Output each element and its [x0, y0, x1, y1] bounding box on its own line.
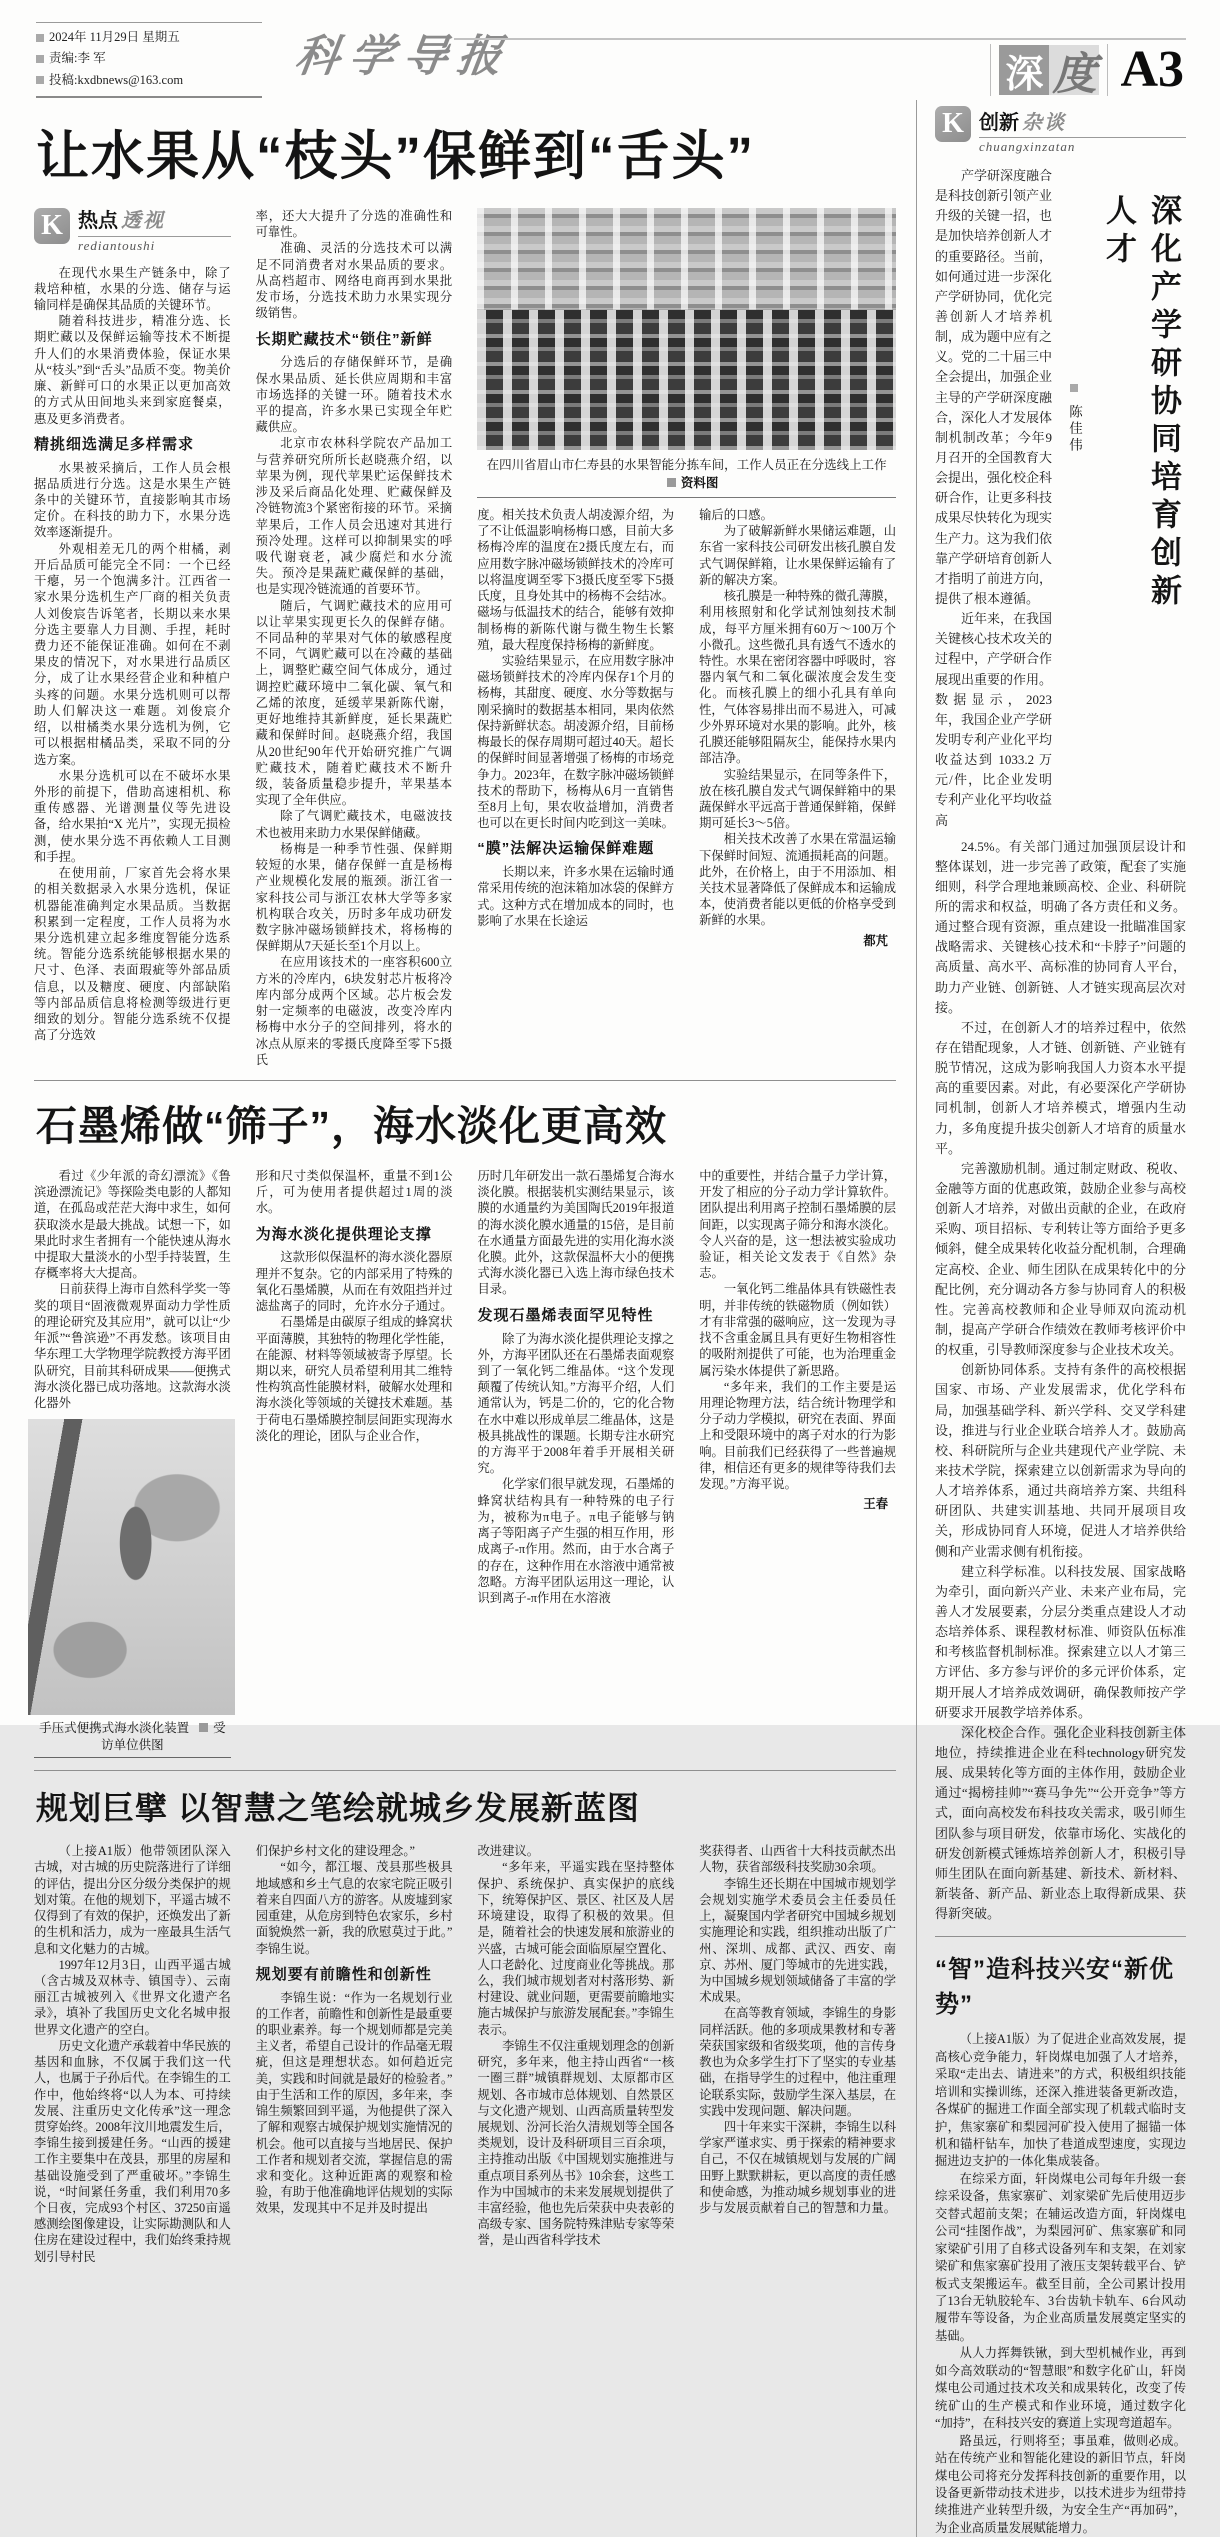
paragraph: 杨梅是一种季节性强、保鲜期较短的水果，储存保鲜一直是杨梅产业规模化发展的瓶颈。浙江省一家科技公司与浙江农林大学等多家机构联合攻关，历时多年成功研发数字脉冲磁场锁鲜技术，将杨梅的保鲜期从7天延长至1个月以上。	[255, 841, 453, 954]
caption-text: 在四川省眉山市仁寿县的水果智能分拣车间，工作人员正在分选线上工作	[486, 458, 887, 472]
page-content	[34, 100, 1186, 2537]
paragraph: 实验结果显示，在应用数字脉冲磁场锁鲜技术的冷库内保存1个月的杨梅，其甜度、硬度、水分等数据与刚采摘时的数据基本相同，果肉依然保持新鲜状态。胡凌源介绍，目前杨梅最长的保存周期可超过40天。超长的保鲜时间显著增强了杨梅的市场竞争力。2023年，在数字脉冲磁场锁鲜技术的帮助下，杨梅从6月一直销售至8月上旬，果农收益增加，消费者也可以在更长时间内吃到这一美味。	[477, 653, 675, 831]
text-column	[34, 1168, 231, 1758]
article-body	[34, 208, 896, 1068]
author-byline: 王春	[863, 1497, 888, 1512]
article-divider	[34, 1770, 896, 1771]
article-planning-master	[34, 1783, 896, 2265]
paragraph: 外观相差无几的两个柑橘，剥开后品质可能完全不同：一个已经干瘪，另一个饱满多汁。江西省一家水果分选机生产厂商的相关负责人刘俊宸告诉笔者，长期以来水果分选主要靠人力目测、手捏，耗时费力还不能保证准确。如何在不剥果皮的情况下，对水果进行品质区分，成了让水果经营企业和种植户头疼的问题。水果分选机则可以帮助人们解决这一难题。刘俊宸介绍，以柑橘类水果分选机为例，它可以根据柑橘品类，采取不同的分选方案。	[34, 541, 231, 767]
paragraph: 从人力挥舞铁锹，到大型机械作业，再到如今高效联动的“智慧眼”和数字化矿山，轩岗煤电公司通过技术攻关和成果转化，改变了传统矿山的生产模式和作业环境，通过数字化“加持”，在科技兴安的赛道上实现弯道超车。	[935, 2346, 1186, 2431]
caption-text: 手压式便携式海水淡化装置	[39, 1721, 190, 1736]
badge-pinyin: chuangxinzatan	[979, 139, 1076, 154]
divider-tick	[990, 44, 991, 96]
section-subhead: 规划要有前瞻性和创新性	[255, 1965, 432, 1983]
paragraph: 改进建议。	[477, 1844, 539, 1859]
photo-caption	[34, 1715, 231, 1758]
section-subhead: 发现石墨烯表面罕见特性	[477, 1306, 654, 1324]
paragraph: 四十年来实干深耕，李锦生以科学家严谨求实、勇于探索的精神要求自己，不仅在城镇规划与发展的广阔田野上默默耕耘，更以高度的责任感和使命感，为推动城乡规划事业的进步与发展贡献着自己的智慧和力量。	[699, 2119, 897, 2216]
photo-and-columns	[477, 208, 896, 1068]
paragraph: 历史文化遗产承载着中华民族的基因和血脉，不仅属于我们这一代人，也属于子孙后代。在李锦生的工作中，他始终将“以人为本、可持续发展、注重历史文化传承”这一理念贯穿始终。2008年汶川地震发生后，李锦生接到援建任务。“山西的援建工作主要集中在茂县，那里的房屋和基础设施受到了严重破坏。”李锦生说，“时间紧任务重，我们利用70多个日夜，完成93个村区、37250亩遥感测绘图像建设，让实际勘测队和人住房在建设过程中，我们始终秉持规划引导村民	[34, 2038, 231, 2264]
paragraph: 在使用前，厂家首先会将水果的相关数据录入水果分选机，保证机器能准确判定水果品质。当数据积累到一定程度，工作人员将为水果分选机建立起多维度智能分选系统。智能分选系统能够根据水果的尺寸、色泽、表面瑕疵等外部品质信息，以及糖度、硬度、内部缺陷等内部品质信息将检测等级进行更细致的划分。智能分选系统不仅提高了分选效	[34, 866, 231, 1043]
article-smart-coal-safety	[935, 1949, 1186, 2537]
bullet-square-icon	[36, 55, 44, 63]
paragraph: 建立科学标准。以科技发展、国家战略为牵引，面向新兴产业、未来产业布局，完善人才发展要素，分层分类重点建设人才动态培养体系、课程教材标准、师资队伍标准和考核监督机制标准。探索建立以人才第三方评估、多方参与评价的多元评价体系，定期开展人才培养成效调研，确保教师按产学研要求开展教学培养体系。	[935, 1563, 1186, 1720]
article-headline: 让水果从“枝头”保鲜到“舌头”	[36, 127, 755, 186]
article-fruit-preservation	[34, 114, 896, 1068]
article-headline: 规划巨擘 以智慧之笔绘就城乡发展新蓝图	[36, 1790, 640, 1827]
paragraph: 们保护乡村文化的建设理念。”	[255, 1844, 415, 1859]
right-region	[916, 100, 1186, 2537]
byline-square-icon	[1070, 384, 1078, 392]
paragraph: 形和尺寸类似保温杯，重量不到1公斤，可为使用者提供超过1周的淡水。	[255, 1168, 453, 1216]
submission-row	[36, 70, 262, 91]
paragraph: 深化校企合作。强化企业科技创新主体地位，持续推进企业在科technology研究发展、成果转化等方面的主体作用，鼓励企业通过“揭榜挂帅”“赛马争先”“公开竞争”等方式，面向高校发布科技攻关需求，吸引师生团队参与项目研发，依靠市场化、实战化的研发创新模式锤炼培养创新人才，积极引导师生团队在面向新基建、新技术、新材料、新装备、新产品、新业态上取得新成果、获得新突破。	[935, 1724, 1186, 1922]
article-body	[935, 2031, 1186, 2537]
paragraph: 随着科技进步，精准分选、长期贮藏以及保鲜运输等技术不断提升人们的水果消费体验，保证水果从“枝头”到“舌头”品质不变。物美价廉、新鲜可口的水果正以更加高效的方式从田间地头来到家庭餐桌，惠及更多消费者。	[34, 314, 231, 426]
article-headline: 石墨烯做“筛子”，海水淡化更高效	[36, 1102, 667, 1149]
section-subhead: 长期贮藏技术“锁住”新鲜	[255, 330, 433, 348]
paragraph: “如今，都江堰、茂县那些极具地域感和乡土气息的农家宅院正吸引着来自四面八方的游客。从废墟到家园重建，从危房到特色农家乐，乡村面貌焕然一新，我的欣慰莫过于此。”李锦生说。	[255, 1860, 453, 1956]
text-column	[256, 1843, 453, 2265]
lower-columns	[477, 507, 896, 949]
paragraph: 准确、灵活的分选技术可以满足不同消费者对水果品质的要求。从高档超市、网络电商再到水果批发市场，分选技术助力水果实现分级销售。	[255, 241, 453, 321]
k-logo-icon: K	[935, 106, 971, 142]
badge-pinyin: rediantoushi	[78, 238, 156, 254]
paragraph: 近年来，在我国关键核心技术攻关的过程中，产学研合作展现出重要的作用。数据显示，2023 年，我国企业产学研发明专利产业化平均收益达到 1033.2 万元/件，比企业发明专利产业化平均收益高	[935, 611, 1053, 828]
divider-tick	[1107, 44, 1108, 96]
paragraph: 日前获得上海市自然科学奖一等奖的项目“固液微观界面动力学性质的理论研究及其应用”，就可以让“少年派”“鲁滨逊”不再发愁。该项目由华东理工大学物理学院教授方海平团队研究，目前其科研成果——便携式海水淡化器已成功落地。这款海水淡化器外	[34, 1282, 231, 1411]
issue-date: 2024年 11月29日 星期五	[49, 30, 180, 44]
author-name: 陈佳伟	[1067, 404, 1082, 454]
paragraph: （上接A1版）他带领团队深入古城，对古城的历史院落进行了详细的评估，提出分区分级分类保护的规划对策。在他的规划下，平遥古城不仅得到了有效的保护，还焕发出了新的生机和活力，成为一座最具生活气息和文化魅力的古城。	[34, 1844, 231, 1956]
badge-labels	[78, 208, 231, 255]
article-headline: “智”造科技兴安“新优势”	[935, 1956, 1174, 2019]
badge-title-script: 杂谈	[1022, 112, 1066, 134]
photo-desalination-device	[28, 1419, 235, 1715]
k-logo-icon: K	[34, 208, 70, 244]
paragraph: 24.5%。有关部门通过加强顶层设计和整体谋划，进一步完善了政策，配套了实施细则，科学合理地兼顾高校、企业、科研院所的需求和权益，明确了各方责任和义务。通过整合现有资源，重点建设一批瞄准国家战略需求、关键核心技术和“卡脖子”问题的高质量、高水平、高标准的协同育人平台，助力产业链、创新链、人才链实现高层次对接。	[935, 838, 1186, 1015]
text-column	[477, 507, 674, 949]
article-innovation-commentary	[935, 100, 1186, 1924]
paragraph: 分选后的存储保鲜环节，是确保水果品质、延长供应周期和丰富市场选择的关键一环。随着技术水平的提高，许多水果已实现全年贮藏供应。	[255, 355, 453, 435]
commentary-rest	[935, 837, 1186, 1925]
section-subhead: “膜”法解决运输保鲜难题	[477, 840, 655, 858]
section-subhead: 为海水淡化提供理论支撑	[255, 1225, 432, 1243]
column-badge-redian	[34, 208, 231, 255]
paragraph: 实验结果显示，在同等条件下，放在核孔膜自发式气调保鲜箱中的果蔬保鲜水平远高于普通保鲜箱，保鲜期可延长3～5倍。	[699, 767, 896, 831]
page-header	[34, 14, 1186, 100]
author-byline	[1064, 166, 1084, 831]
paragraph: 李锦生还长期在中国城市规划学会规划实施学术委员会主任委员任上，凝聚国内学者研究中国城乡规划实施理论和实践，组织推动出版了广州、深圳、成都、武汉、西安、南京、苏州、厦门等城市的先进实践，为中国城乡规划领域储备了丰富的学术成果。	[699, 1876, 897, 2005]
paragraph: 在高等教育领域，李锦生的身影同样活跃。他的多项成果教材和专著荣获国家级和省级奖项，他的言传身教也为众多学生打下了坚实的专业基础，在指导学生的过程中，他注重理论联系实际，鼓励学生深入基层，在实践中发现问题、解决问题。	[699, 2006, 897, 2118]
paragraph: 水果分选机可以在不破坏水果外形的前提下，借助高速相机、称重传感器、光谱测量仪等先进设备，给水果拍“X 光片”，实现无损检测，使水果分选不再依赖人工目测和手捏。	[34, 768, 231, 864]
vertical-headline: 深化产学研协同培育创新人才	[1101, 194, 1181, 612]
paragraph: 不过，在创新人才的培养过程中，依然存在错配现象，人才链、创新链、产业链有脱节情况，这成为影响我国人力资本水平提高的重要因素。对此，有必要深化产学研协同机制，创新人才培养模式，增强内生动力，多角度提升拔尖创新人才培育的质量水平。	[935, 1019, 1186, 1156]
paragraph: 核孔膜是一种特殊的微孔薄膜，利用核照射和化学试剂蚀刻技术制成，每平方厘米拥有60万～100万个小微孔。这些微孔具有透气不透水的特性。水果在密闭容器中呼吸时，容器内氧气和二氧化碳浓度会发生变化。而核孔膜上的细小孔具有单向性，气体容易排出而不易进入，可减少外界环境对水果的影响。此外，核孔膜还能够阻隔灰尘，能保持水果内部洁净。	[699, 589, 896, 766]
column-badge-chuangxin	[935, 106, 1186, 156]
bullet-square-icon	[36, 34, 44, 42]
paragraph: 化学家们很早就发现，石墨烯的蜂窝状结构具有一种特殊的电子行为，被称为π电子。π电子能够与钠离子等阳离子产生强的相互作用，形成离子-π作用。然而，由于水合离子的存在，这种作用在水溶液中通常被忽略。方海平团队运用这一理论，认识到离子-π作用在水溶液	[477, 1477, 675, 1605]
badge-title	[979, 106, 1186, 138]
text-column	[478, 1168, 675, 1758]
paragraph: 水果被采摘后，工作人员会根据品质进行分选。这是水果生产链条中的关键环节，直接影响其市场定价。在科技的助力下，水果分选效率逐渐提升。	[34, 460, 231, 540]
bullet-square-icon	[36, 76, 44, 84]
submission-email: 投稿:kxdbnews@163.com	[49, 72, 184, 87]
paragraph: 为了破解新鲜水果储运难题，山东省一家科技公司研发出核孔膜自发式气调保鲜箱，让水果保鲜运输有了新的解决方案。	[699, 524, 896, 587]
masthead-logo: 科学导报	[291, 32, 515, 81]
paragraph: 1997年12月3日，山西平遥古城（含古城及双林寺、镇国寺）、云南丽江古城被列入《世界文化遗产名录》，填补了我国历史文化名城申报世界文化遗产的空白。	[34, 1957, 231, 2037]
article-graphene-desalination	[34, 1093, 896, 1758]
paragraph: 中的重要性，并结合量子力学计算，开发了相应的分子动力学计算软件。团队提出利用离子控制石墨烯膜的层间距，以实现离子筛分和海水淡化。令人兴奋的是，这一想法被实验成功验证，相关论文发表于《自然》杂志。	[699, 1168, 897, 1281]
paragraph: 在综采方面，轩岗煤电公司每年升级一套综采设备，焦家寨矿、刘家梁矿先后使用迈步交替式超前支架；在辅运改造方面，轩岗煤电公司“挂图作战”，为梨园河矿、焦家寨矿和同家梁矿引用了自移式设备列车和支架，在刘家梁矿和焦家寨矿投用了液压支架转载平台、铲板式支架搬运车。截至目前，全公司累计投用了13台无轨胶轮车、3台齿轨卡轨车、6台风动履带车等设备，为企业高质量发展奠定坚实的基础。	[935, 2171, 1186, 2343]
paragraph: 历时几年研发出一款石墨烯复合海水淡化膜。根据装机实测结果显示，该膜的水通量约为美国陶氏2019年报道的海水淡化膜水通量的15倍，是目前在水通量方面最先进的实用化海水淡化膜。此外，这款保温杯大小的便携式海水淡化器已入选上海市绿色技术目录。	[477, 1168, 675, 1297]
paragraph: 在现代水果生产链条中，除了栽培种植，水果的分选、储存与运输同样是确保其品质的关键环节。	[34, 265, 231, 313]
editor-name: 责编:李 军	[49, 51, 106, 66]
photo-credit: 受访单位供图	[101, 1721, 226, 1752]
paragraph: 输后的口感。	[699, 508, 773, 522]
column-text	[34, 1168, 231, 1411]
paragraph: 创新协同体系。支持有条件的高校根据国家、市场、产业发展需求，优化学科布局，加强基础学科、新兴学科、交叉学科建设，推进与行业企业联合培养人才。鼓励高校、科研院所与企业共建现代产业学院、未来技术学院，探索建立以创新需求为导向的人才培养体系，通过共商培养方案、共组科研团队、共建实训基地、共同开展项目攻关，形成协同育人环境，促进人才培养供给侧和产业需求侧有机衔接。	[935, 1362, 1186, 1559]
article-divider	[935, 1936, 1186, 1937]
page-number: A3	[1120, 41, 1184, 98]
article-body	[34, 1843, 896, 2265]
badge-title-script: 透视	[121, 210, 165, 232]
paragraph: 产学研深度融合是科技创新引领产业升级的关键一招，也是加快培养创新人才的重要路径。当前，如何通过进一步深化产学研协同，优化完善创新人才培养机制，成为题中应有之义。党的二十届三中全会提出，加强企业主导的产学研深度融合，深化人才发展体制机制改革；今年9月召开的全国教育大会提出，强化校企科研合作，让更多科技成果尽快转化为现实生产力。这为我们依靠产学研培育创新人才指明了前进方向，提供了根本遵循。	[935, 168, 1053, 606]
text-column	[256, 208, 453, 1068]
article-divider	[34, 1080, 896, 1081]
badge-labels	[979, 106, 1186, 156]
paragraph: 这款形似保温杯的海水淡化器原理并不复杂。它的内部采用了特殊的氧化石墨烯膜，从而在有效阻挡并过滤盐离子的同时，允许水分子通过。	[255, 1250, 453, 1314]
paragraph: 随后，气调贮藏技术的应用可以让苹果实现更长久的保鲜存储。不同品种的苹果对气体的敏感程度不同，气调贮藏可以在冷藏的基础上，调整贮藏空间气体成分，通过调控贮藏环境中二氧化碳、氧气和乙烯的浓度，延缓苹果新陈代谢，更好地维持其新鲜度，延长果蔬贮藏和保鲜时间。赵晓燕介绍，我国从20世纪90年代开始研究推广气调贮藏技术，随着贮藏技术不断升级，装备质量稳步提升，苹果基本实现了全年供应。	[255, 598, 453, 808]
text-column	[478, 1843, 675, 2265]
text-column	[34, 1843, 231, 2265]
section-char-box: 深	[999, 45, 1049, 95]
column-text	[34, 265, 231, 1044]
text-column	[935, 166, 1052, 831]
credit-square-icon	[667, 478, 676, 487]
badge-title-bold: 创新	[979, 112, 1019, 134]
photo-caption	[477, 450, 896, 498]
left-region	[34, 100, 916, 2537]
paragraph: 在应用该技术的一座容积600立方米的冷库内，6块发射芯片板将冷库内部分成两个区域。芯片板会发射一定频率的电磁波，改变冷库内杨梅中水分子的空间排列，将水的冰点从原来的零摄氏度降至零下5摄氏	[255, 955, 453, 1067]
paragraph: 一氧化钙二维晶体具有铁磁性表明，并非传统的铁磁物质（例如铁）才有非常强的磁响应，这一发现为寻找不含重金属且具有更好生物相容性的吸附剂提供了可能，也为治理重金属污染水体提供了新思路。	[699, 1282, 897, 1378]
paragraph: 李锦生不仅注重规划理念的创新研究，多年来，他主持山西省“一核一圈三群”城镇群规划、太原都市区规划、各市城市总体规划、自然景区与文化遗产规划、山西高质量转型发展规划、汾河长治久清规划等全国各类规划，设计及科研项目三百余项，主持推动出版《中国规划实施推进与重点项目系列丛书》10余套，这些工作为中国城市的未来发展规划提供了丰富经验，他也先后荣获中央表彰的高级专家、国务院特殊津贴专家等荣誉，是山西省科学技术	[477, 2038, 675, 2248]
photo-credit: 资料图	[680, 476, 719, 490]
badge-title	[78, 208, 231, 237]
text-column	[34, 208, 231, 1068]
paragraph: 石墨烯是由碳原子组成的蜂窝状平面薄膜，其独特的物理化学性能，在能源、材料等领域被寄予厚望。长期以来，研究人员希望利用其二维特性构筑高性能膜材料，破解水处理和海水淡化等领域的关键技术难题。基于荷电石墨烯膜控制层间距实现海水淡化的理论，团队与企业合作，	[255, 1315, 453, 1443]
paragraph: 除了气调贮藏技术，电磁波技术也被用来助力水果保鲜储藏。	[255, 809, 453, 840]
paragraph: 看过《少年派的奇幻漂流》《鲁滨逊漂流记》等探险类电影的人都知道，在孤岛或茫茫大海中求生，如何获取淡水是最大挑战。试想一下，如果此时求生者拥有一个能快速从海水中提取大量淡水的小型手持装置，生存概率将大大提高。	[34, 1168, 231, 1281]
commentary-top	[935, 166, 1186, 831]
author-byline: 都芃	[863, 933, 888, 948]
text-column	[699, 1168, 896, 1758]
section-char-box: 度	[1049, 45, 1099, 95]
paragraph: 长期以来，许多水果在运输时通常采用传统的泡沫箱加冰袋的保鲜方式。这种方式在增加成本的同时，也影响了水果在长途运	[477, 865, 675, 928]
editor-row	[36, 48, 262, 69]
paragraph: “多年来，我们的工作主要是运用理论物理方法，结合统计物理学和分子动力学模拟，研究在表面、界面上和受限环境中的离子对水的行为影响。目前我们已经获得了一些普遍规律，相信还有更多的规律等待我们去发现。”方海平说。	[699, 1379, 897, 1492]
article-body	[34, 1168, 896, 1758]
paragraph: 北京市农林科学院农产品加工与营养研究所所长赵晓燕介绍，以苹果为例，现代苹果贮运保鲜技术涉及采后商品化处理、贮藏保鲜及冷链物流3个紧密衔接的环节。采摘苹果后，工作人员会迅速对其进行预冷处理。这样可以抑制果实的呼吸代谢衰老，减少腐烂和水分流失。预冷是果蔬贮藏保鲜的基础，也是实现冷链流通的首要环节。	[255, 436, 453, 597]
credit-square-icon	[199, 1723, 208, 1732]
paragraph: （上接A1版）为了促进企业高效发展，提高核心竞争能力，轩岗煤电加强了人才培养，采取“走出去、请进来”的方式，积极组织技能培训和实操训练，还深入推进装备更新改造，各煤矿的掘进工作面全部实现了机载式临时支护，焦家寨矿和梨园河矿投入使用了掘锚一体机和锚杆钻车，加快了巷道成型速度，实现边掘进边支护的一体化集成装备。	[935, 2032, 1186, 2169]
text-column	[699, 1843, 896, 2265]
paragraph: 李锦生说：“作为一名规划行业的工作者，前瞻性和创新性是最重要的职业素养。每一个规划师都是完美主义者，希望自己设计的作品毫无瑕疵，但这是理想状态。如何趋近完美，实践和时间就是最好的检验者。”由于生活和工作的原因，多年来，李锦生频繁回到平遥，为他提供了深入了解和观察古城保护规划实施情况的机会。他可以直接与当地居民、保护工作者和规划者交流，掌握信息的需求和变化。这种近距离的观察和检验，有助于他准确地评估规划的实际效果，发现其中不足并及时提出	[255, 1990, 453, 2216]
text-column	[256, 1168, 453, 1758]
badge-title-bold: 热点	[78, 210, 118, 232]
issue-date-row	[36, 27, 262, 48]
section-subhead: 精挑细选满足多样需求	[34, 435, 195, 453]
paragraph: 完善激励机制。通过制定财政、税收、金融等方面的优惠政策，鼓励企业参与高校创新人才培养，对做出贡献的企业，在政府采购、项目招标、专利转让等方面给予更多倾斜，健全成果转化收益分配机制，合理确定高校、企业、师生团队在成果转化中的分配比例，充分调动各方参与协同育人的积极性。完善高校教师和企业导师双向流动机制，提高产学研合作绩效在教师考核评价中的权重，引导教师深度参与企业技术攻关。	[935, 1160, 1186, 1358]
section-block	[982, 41, 1184, 99]
issue-info	[36, 22, 262, 98]
paragraph: “多年来，平遥实践在坚持整体保护、系统保护、真实保护的底线下，统筹保护区、景区、社区及人居环境建设，取得了积极的效果。但是，随着社会的快速发展和旅游业的兴盛，古城可能会面临原屋空置化、人口老龄化、过度商业化等挑战。那么，我们城市规划者对村落形势、新村建设、就业问题，更需要前瞻地实施古城保护与旅游发展配套。”李锦生表示。	[477, 1860, 675, 2037]
paragraph: 度。相关技术负责人胡凌源介绍，为了不让低温影响杨梅口感，目前大多杨梅冷库的温度在2摄氏度左右，而应用数字脉冲磁场锁鲜技术的冷库可以将温度调至零下3摄氏度至零下5摄氏度，且身处其中的杨梅不会结冰。磁场与低温技术的结合，能够有效抑制杨梅的新陈代谢与微生物生长繁殖，最大程度保持杨梅的新鲜度。	[477, 508, 675, 652]
text-column	[699, 507, 896, 949]
paragraph: 路虽远，行则将至；事虽难，做则必成。站在传统产业和智能化建设的新旧节点，轩岗煤电公司将充分发挥科技创新的重要作用，以设备更新带动技术进步，以技术进步为纽带持续推进产业转型升级，为安全生产“再加码”，为企业高质量发展赋能增力。	[935, 2433, 1186, 2535]
photo-fruit-sorting-workshop	[477, 208, 896, 450]
paragraph: 奖获得者、山西省十大科技贡献杰出人物，获省部级科技奖励30余项。	[699, 1844, 897, 1875]
paragraph: 率，还大大提升了分选的准确性和可靠性。	[255, 209, 453, 240]
paragraph: 相关技术改善了水果在常温运输下保鲜时间短、流通损耗高的问题。此外，在价格上，由于不用添加、相关技术显著降低了保鲜成本和运输成本，使消费者能以更低的价格享受到新鲜的水果。	[699, 832, 896, 928]
paragraph: 除了为海水淡化提供理论支撑之外，方海平团队还在石墨烯表面观察到了一氧化钙二维晶体。“这个发现颠覆了传统认知。”方海平介绍，人们通常认为，钙是二价的，它的化合物在水中难以形成单层二维晶体，这是极具挑战性的课题。长期专注水研究的方海平于2008年着手开展相关研究。	[477, 1331, 675, 1476]
